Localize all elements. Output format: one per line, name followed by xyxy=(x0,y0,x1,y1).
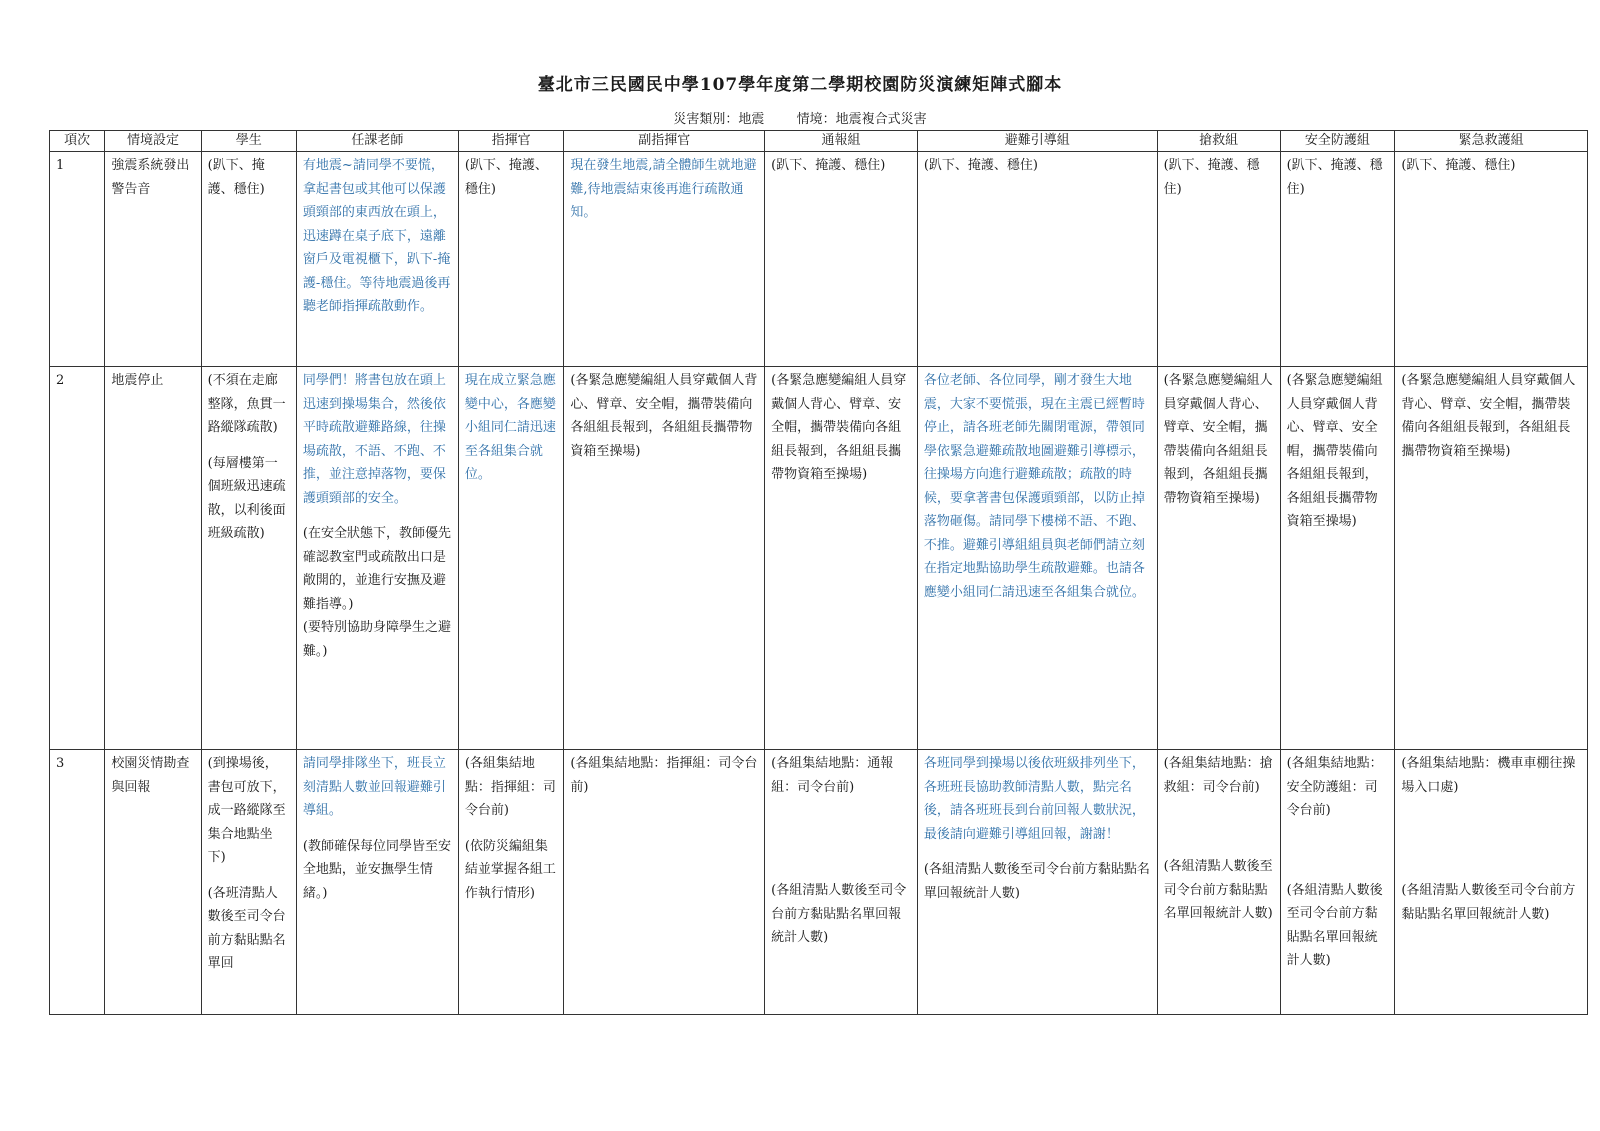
cell-paragraph: (各組清點人數後至司令台前方黏貼點名單回報統計人數) xyxy=(1163,859,1273,921)
cell-paragraph: 各班同學到操場以後依班級排列坐下，各班班長協助教師清點人數，點完名後，請各班班長到台前回報人數狀況，最後請向避難引導組回報，謝謝！ xyxy=(923,756,1145,842)
header-cell: 副指揮官 xyxy=(564,131,765,152)
cell-paragraph: (趴下、掩護、穩住) xyxy=(1401,158,1516,173)
cell-paragraph: (各組集結地點：指揮組：司令台前) xyxy=(464,756,556,818)
cell-paragraph: 現在成立緊急應變中心，各應變小組同仁請迅速至各組集合就位。 xyxy=(464,373,556,482)
header-cell: 任課老師 xyxy=(296,131,458,152)
cell-paragraph: (趴下、掩護、穩住) xyxy=(464,158,548,197)
scenario-setting: 強震系統發出警告音 xyxy=(105,152,201,367)
header-cell: 學生 xyxy=(201,131,296,152)
rescue-group-cell xyxy=(1157,152,1280,367)
medical-group-cell xyxy=(1395,367,1588,750)
cell-paragraph: (趴下、掩護、穩住) xyxy=(771,158,886,173)
header-row xyxy=(50,131,1588,152)
teacher-cell xyxy=(296,750,458,1015)
table-row xyxy=(50,750,1588,1015)
header-cell: 避難引導組 xyxy=(917,131,1157,152)
cell-paragraph: (到操場後，書包可放下，成一路縱隊至集合地點坐下) xyxy=(207,756,286,865)
cell-paragraph: (在安全狀態下，教師優先確認教室門或疏散出口是敞開的，並進行安撫及避難指導。) xyxy=(302,526,451,612)
cell-paragraph: (各組清點人數後至司令台前方黏貼點名單回報統計人數) xyxy=(923,862,1150,901)
item-number: 1 xyxy=(50,152,105,367)
cell-paragraph: 現在發生地震,請全體師生就地避難,待地震結束後再進行疏散通知。 xyxy=(570,158,757,220)
cell-paragraph: (趴下、掩護、穩住) xyxy=(207,158,265,197)
cell-paragraph: (要特別協助身障學生之避難。) xyxy=(302,620,451,659)
disaster-type: 災害類別：地震 xyxy=(673,112,765,127)
cell-paragraph: (各緊急應變編組人員穿戴個人背心、臂章、安全帽，攜帶裝備向各組組長報到，各組組長攜帶物資箱至操場) xyxy=(1163,373,1273,506)
rescue-group-cell xyxy=(1157,367,1280,750)
item-number: 2 xyxy=(50,367,105,750)
cell-paragraph: (各緊急應變編組人員穿戴個人背心、臂章、安全帽，攜帶裝備向各組組長報到，各組組長攜帶物資箱至操場) xyxy=(1401,373,1576,459)
document-title: 臺北市三民國民中學107學年度第二學期校園防災演練矩陣式腳本 xyxy=(537,75,1063,95)
evacuation-guide-cell xyxy=(917,367,1157,750)
cell-paragraph: (各組集結地點：通報組：司令台前) xyxy=(771,756,894,795)
rescue-group-cell xyxy=(1157,750,1280,1015)
cell-paragraph: (各班清點人數後至司令台前方黏貼點名單回 xyxy=(207,885,286,971)
cell-paragraph: (各組清點人數後至司令台前方黏貼點名單回報統計人數) xyxy=(1286,882,1383,968)
student-cell xyxy=(201,750,296,1015)
scenario: 情境：地震複合式災害 xyxy=(796,112,927,127)
header-cell: 項次 xyxy=(50,131,105,152)
cell-paragraph: (各組集結地點：指揮組：司令台前) xyxy=(570,756,758,795)
header-cell: 安全防護組 xyxy=(1280,131,1395,152)
document-subtitle xyxy=(0,108,1600,127)
scenario-setting: 校園災情勘查與回報 xyxy=(105,750,201,1015)
deputy-commander-cell xyxy=(564,367,765,750)
header-cell: 指揮官 xyxy=(458,131,564,152)
safety-group-cell xyxy=(1280,152,1395,367)
cell-paragraph: 請同學排隊坐下，班長立刻清點人數並回報避難引導組。 xyxy=(302,756,446,818)
header-cell: 緊急救護組 xyxy=(1395,131,1588,152)
cell-paragraph: 各位老師、各位同學，剛才發生大地震，大家不要慌張，現在主震已經暫時停止，請各班老師先關閉電源，帶領同學依緊急避難疏散地圖避難引導標示，往操場方向進行避難疏散；疏散的時候，要拿著書包保護頭頸部，以防止掉落物砸傷。請同學下樓梯不語、不跑、不推。避難引導組組員與老師們請立刻在指定地點協助學生疏散避難。也請各應變小組同仁請迅速至各組集合就位。 xyxy=(923,373,1145,600)
commander-cell xyxy=(458,750,564,1015)
cell-paragraph: (各組集結地點：搶救組：司令台前) xyxy=(1163,756,1273,795)
student-cell xyxy=(201,367,296,750)
report-group-cell xyxy=(765,152,918,367)
commander-cell xyxy=(458,152,564,367)
evacuation-guide-cell xyxy=(917,750,1157,1015)
report-group-cell xyxy=(765,367,918,750)
cell-paragraph: (各緊急應變編組人員穿戴個人背心、臂章、安全帽，攜帶裝備向各組組長報到，各組組長攜帶物資箱至操場) xyxy=(771,373,907,482)
cell-paragraph: (各組清點人數後至司令台前方黏貼點名單回報統計人數) xyxy=(771,883,907,945)
cell-paragraph: (各緊急應變編組人員穿戴個人背心、臂章、安全帽，攜帶裝備向各組組長報到，各組組長攜帶物資箱至操場) xyxy=(570,373,758,459)
medical-group-cell xyxy=(1395,750,1588,1015)
student-cell xyxy=(201,152,296,367)
scenario-setting: 地震停止 xyxy=(105,367,201,750)
drill-script-table xyxy=(49,130,1588,1015)
cell-paragraph: (趴下、掩護、穩住) xyxy=(1163,158,1260,197)
teacher-cell xyxy=(296,152,458,367)
cell-paragraph: (趴下、掩護、穩住) xyxy=(1286,158,1383,197)
table-row xyxy=(50,367,1588,750)
header-cell: 通報組 xyxy=(765,131,918,152)
item-number: 3 xyxy=(50,750,105,1015)
deputy-commander-cell xyxy=(564,750,765,1015)
safety-group-cell xyxy=(1280,750,1395,1015)
cell-paragraph: 有地震~請同學不要慌，拿起書包或其他可以保護頭頸部的東西放在頭上，迅速蹲在桌子底下，遠離窗戶及電視櫃下，趴下-掩護-穩住。等待地震過後再聽老師指揮疏散動作。 xyxy=(302,158,451,314)
table-row xyxy=(50,152,1588,367)
evacuation-guide-cell xyxy=(917,152,1157,367)
cell-paragraph: (教師確保每位同學皆至安全地點，並安撫學生情緒。) xyxy=(302,838,451,901)
commander-cell xyxy=(458,367,564,750)
cell-paragraph: (不須在走廊整隊，魚貫一路縱隊疏散) xyxy=(207,373,286,435)
cell-paragraph: 同學們！將書包放在頭上迅速到操場集合，然後依平時疏散避難路線，往操場疏散，不語、不跑、不推，並注意掉落物，要保護頭頸部的安全。 xyxy=(302,373,446,506)
cell-paragraph: (各組集結地點：安全防護組：司令台前) xyxy=(1286,756,1383,818)
cell-paragraph: (各緊急應變編組人員穿戴個人背心、臂章、安全帽，攜帶裝備向各組組長報到，各組組長攜帶物資箱至操場) xyxy=(1286,373,1383,529)
cell-paragraph: (趴下、掩護、穩住) xyxy=(923,158,1038,173)
cell-paragraph: (依防災編組集結並掌握各組工作執行情形) xyxy=(464,838,556,901)
deputy-commander-cell xyxy=(564,152,765,367)
cell-paragraph: (每層樓第一個班級迅速疏散，以利後面班級疏散) xyxy=(207,455,286,541)
cell-paragraph: (各組清點人數後至司令台前方黏貼點名單回報統計人數) xyxy=(1401,883,1576,922)
teacher-cell xyxy=(296,367,458,750)
header-cell: 搶救組 xyxy=(1157,131,1280,152)
medical-group-cell xyxy=(1395,152,1588,367)
cell-paragraph: (各組集結地點：機車車棚往操場入口處) xyxy=(1401,756,1576,795)
header-cell: 情境設定 xyxy=(105,131,201,152)
safety-group-cell xyxy=(1280,367,1395,750)
report-group-cell xyxy=(765,750,918,1015)
